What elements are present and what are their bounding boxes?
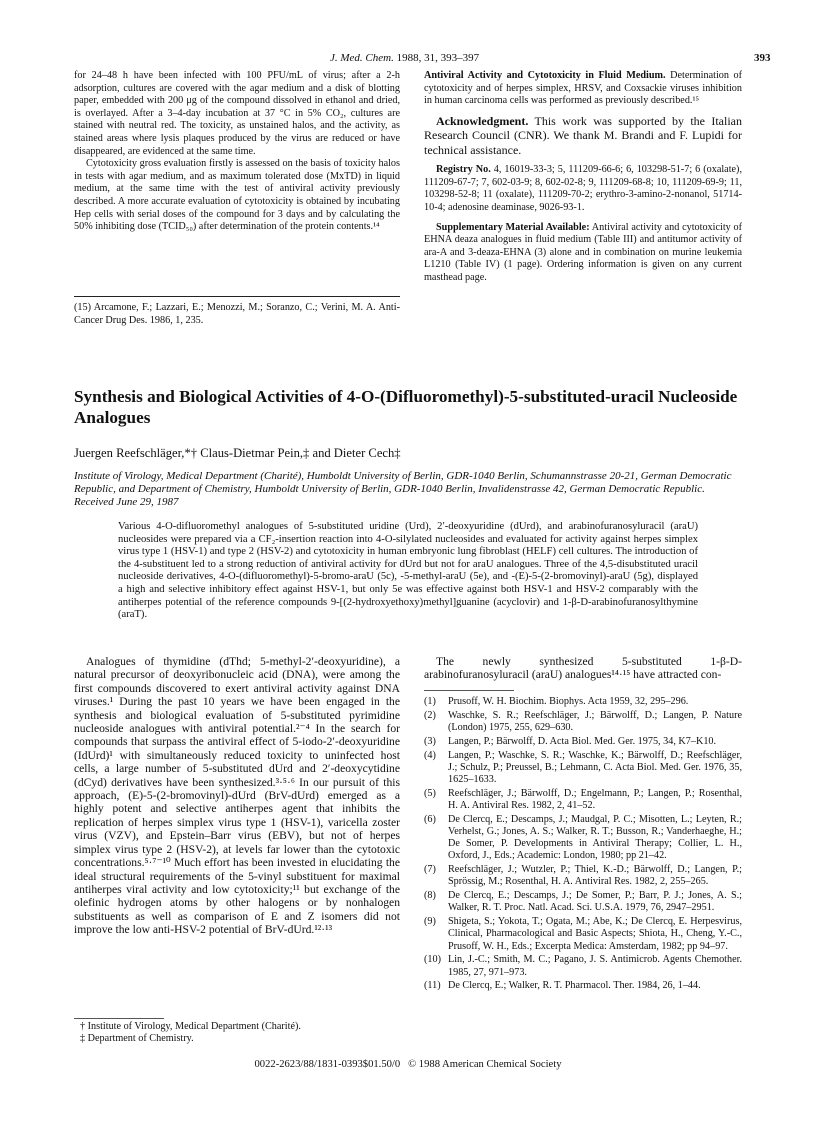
header-year-volume: 1988, 31, 393–397 <box>396 52 480 64</box>
header-journal: J. Med. Chem. <box>330 52 394 64</box>
copyright-line: 0022-2623/88/1831-0393$01.50/0 © 1988 American Chemical Society <box>254 1059 562 1070</box>
supplementary-heading: Supplementary Material Available: <box>436 221 590 233</box>
fluid-medium-section <box>424 70 742 108</box>
reference-number: (1) <box>424 696 436 707</box>
method-paragraph-1: for 24–48 h have been infected with 100 PFU/mL of virus; after a 2-h adsorption, cultures are covered with the agar medium and a disk of blotting paper, embedded with 200 μg of the compound dissolved in ethanol and dried, is overlayed. After a 3–4-day incubation at 37 °C in 5% CO₂, cultures are stained with neutral red. The toxicity, as unstained halos, and the activity, as stained areas where lysis plaques produced by the virus are reduced or have disappeared, are evidenced at the same time. <box>74 70 400 157</box>
reference-number: (8) <box>424 890 436 902</box>
reference-text: Prusoff, W. H. Biochim. Biophys. Acta 1959, 32, 295–296. <box>448 696 689 707</box>
reference-item <box>424 710 742 734</box>
reference-item <box>424 736 742 748</box>
references-divider <box>424 690 514 691</box>
method-paragraph-2: Cytotoxicity gross evaluation firstly is assessed on the basis of toxicity halos in tests with agar medium, and as maximum tolerated dose (MxTD) in liquid medium, at the same time with the test of antiviral activity previously described. A more accurate evaluation of cytotoxicity is obtained by incubating Hep cells with serial doses of the compound for 3 days and by calculating the 50% inhibiting dose (TCID₅₀) after determination of the protein contents.¹⁴ <box>74 158 400 233</box>
reference-number: (7) <box>424 864 436 876</box>
reference-text: De Clercq, E.; Walker, R. T. Pharmacol. Ther. 1984, 26, 1–44. <box>448 980 701 992</box>
reference-number: (3) <box>424 735 436 747</box>
reference-number: (6) <box>424 813 436 825</box>
reference-item <box>424 980 742 992</box>
intro-paragraph: Analogues of thymidine (dThd; 5-methyl-2′-deoxyuridine), a natural precursor of deoxyribonucleic acid (DNA), were among the first compounds discovered to exert antiviral activity against DNA viruses.¹ During the past 10 years we have been engaged in the synthesis and biological evaluation of 5-substituted pyrimidine nucleoside analogues with antiviral potential.²⁻⁴ In the search for compounds that surpass the antiviral effect of 5-iodo-2′-deoxyuridine (IdUrd)¹ with simultaneously reduced toxicity to uninfected host cells, a large number of 5-substituted dUrd and 2′-deoxycytidine (dCyd) derivatives have been synthesized.³·⁵·⁶ In our pursuit of this approach, (E)-5-(2-bromovinyl)-dUrd (BrV-dUrd) emerged as a highly potent and selective antiherpes agent that inhibits the replication of herpes simplex virus type 1 (HSV-1), varicella zoster virus (VZV), and Epstein–Barr virus (EBV), but not of herpes simplex virus type 2 (HSV-2), at levels far lower than the cytotoxic concentrations.⁵·⁷⁻¹⁰ Much effort has been invested in elucidating the ideal structural requirements of the 5-vinyl substituent for maximal antiherpes viral activity and low cytotoxicity;¹¹ but exchange of the olefinic hydrogen atoms by other halogens or by nonhalogen substituents as well as comparison of E and Z isomers did not improve the low anti-HSV-2 potential of BrV-dUrd.¹²·¹³ <box>74 655 400 937</box>
acknowledgment-text: This work was supported by the Italian Research Council (CNR). We thank M. Brandi and F. Lupidi for technical assistance. <box>424 113 742 157</box>
footnote-2: ‡ Department of Chemistry. <box>80 1033 194 1045</box>
reference-item <box>424 814 742 863</box>
reference-item <box>424 750 742 787</box>
reference-text: De Clercq, E.; Descamps, J.; Maudgal, P. C.; Misotten, L.; Leyten, R.; Verhelst, G.; Jones, A. S.; Walker, R. T.; Busson, R.; Vanderhaeghe, H.; De Somer, P. Developments in Antiviral Therapy; Collier, L. H., Oxford, J., Eds.; Academic: London, 1980; pp 21–42. <box>448 813 742 862</box>
reference-number: (4) <box>424 749 436 761</box>
fluid-medium-heading: Antiviral Activity and Cytotoxicity in Fluid Medium. <box>424 70 666 81</box>
reference-number: (10) <box>424 954 441 966</box>
page-number: 393 <box>754 52 771 64</box>
reference-text: Reefschläger, J.; Bärwolff, D.; Engelmann, P.; Langen, P.; Rosenthal, H. A. Antiviral Res. 1982, 2, 41–52. <box>448 787 742 811</box>
article-authors: Juergen Reefschläger,*† Claus-Dietmar Pein,‡ and Dieter Cech‡ <box>74 446 401 460</box>
reference-item <box>424 788 742 812</box>
footnote-1: † Institute of Virology, Medical Department (Charité). <box>80 1021 301 1032</box>
reference-text: Reefschläger, J.; Wutzler, P.; Thiel, K.-D.; Bärwolff, D.; Langen, P.; Sprössig, M.; Rosenthal, H. A. Antiviral Res. 1982, 2, 255–265. <box>448 864 742 888</box>
acknowledgment-heading: Acknowledgment. <box>436 113 529 128</box>
reference-text: Langen, P.; Waschke, S. R.; Waschke, K.; Bärwolff, D.; Reefschläger, J.; Schulz, P.; Preussel, B.; Lehmann, C. Acta Biol. Med. Ger. 1976, 35, 1625–1633. <box>448 749 742 785</box>
registry-heading: Registry No. <box>436 164 491 176</box>
reference-item <box>424 890 742 914</box>
reference-divider <box>74 296 400 297</box>
running-header <box>330 52 479 64</box>
reference-text: Langen, P.; Bärwolff, D. Acta Biol. Med. Ger. 1975, 34, K7–K10. <box>448 735 717 747</box>
fluid-medium-text: Determination of cytotoxicity and of herpes simplex, HRSV, and Coxsackie viruses inhibition in human carcinoma cells was performed as previously described.¹⁵ <box>424 70 743 107</box>
footnote-divider <box>74 1018 164 1019</box>
article-affiliation: Institute of Virology, Medical Department (Charité), Humboldt University of Berlin, GDR-1040 Berlin, Schumannstrasse 20-21, German Democratic Republic, and Department of Chemistry, Humboldt University of Berlin, GDR-1040 Berlin, Invalidenstrasse 42, German Democratic Republic. Received June 29, 1987 <box>74 470 732 509</box>
reference-text: Waschke, S. R.; Reefschläger, J.; Bärwolff, D.; Langen, P. Nature (London) 1975, 255, 629–630. <box>448 709 742 733</box>
reference-number: (5) <box>424 787 436 799</box>
registry-section <box>424 164 742 214</box>
supplementary-section <box>424 222 742 285</box>
reference-item <box>424 696 742 708</box>
top-right-column <box>424 70 742 285</box>
reference-15 <box>74 302 400 327</box>
intro-continuation: The newly synthesized 5-substituted 1-β-D-arabinofuranosyluracil (araU) analogues¹⁴·¹⁵ have attracted con- <box>424 655 742 682</box>
supplementary-text: Antiviral activity and cytotoxicity of EHNA deaza analogues in fluid medium (Table III) and antitumor activity of ara-A and 3-deaza-EHNA (3) alone and in combination on murine leukemia L1210 (Table IV) (1 page). Ordering information is given on any current masthead page. <box>424 221 742 284</box>
reference-number: (2) <box>424 709 436 721</box>
reference-item <box>424 954 742 978</box>
references-list <box>424 696 742 994</box>
reference-text: De Clercq, E.; Descamps, J.; De Somer, P.; Barr, P. J.; Jones, A. S.; Walker, R. T. Proc. Natl. Acad. Sci. U.S.A. 1979, 76, 2947–2951. <box>448 890 742 914</box>
registry-text: 4, 16019-33-3; 5, 111209-66-6; 6, 103298-51-7; 6 (oxalate), 111209-67-7; 7, 602-03-9; 8, 602-02-8; 9, 111209-68-8; 10, 111209-69-9; 11, 103298-52-8; 11 (oxalate), 111209-70-2; erythro-3-amino-2-nonanol, 51714-10-4; adenosine deaminase, 9026-93-1. <box>424 164 742 214</box>
acknowledgment-section <box>424 114 742 158</box>
article-abstract: Various 4-O-difluoromethyl analogues of 5-substituted uridine (Urd), 2′-deoxyuridine (dUrd), and arabinofuranosyluracil (araU) nucleosides were prepared via a CF₂-insertion reaction into 4-O-silylated nucleosides and evaluated for activity against herpes simplex virus type 1 (HSV-1) and type 2 (HSV-2) and cytotoxicity in human embryonic lung fibroblast (HELF) cell cultures. The introduction of the 4-substituent led to a strong reduction of antiviral activity for dUrd but not for araU analogues. Three of the 4,5-disubstituted uracil nucleoside derivatives, 4-O-(difluoromethyl)-5-bromo-araU (5c), -5-methyl-araU (5e), and -(E)-5-(2-bromovinyl)-araU (5g), displayed a high and selective inhibitory effect against HSV-1, but only 5e was effective against both HSV-1 and HSV-2 comparably with the antiherpes potential of the reference compounds 9-[(2-hydroxyethoxy)methyl]guanine (acyclovir) and 1-β-D-arabinofuranosylthymine (araT). <box>118 521 698 621</box>
footnotes <box>80 1021 400 1046</box>
reference-text: Lin, J.-C.; Smith, M. C.; Pagano, J. S. Antimicrob. Agents Chemother. 1985, 27, 971–973. <box>448 954 742 978</box>
article-title: Synthesis and Biological Activities of 4-O-(Difluoromethyl)-5-substituted-uracil Nucleoside Analogues <box>74 387 738 427</box>
reference-15-text: (15) Arcamone, F.; Lazzari, E.; Menozzi, M.; Soranzo, C.; Verini, M. A. Anti-Cancer Drug Des. 1986, 1, 235. <box>74 302 400 326</box>
reference-text: Shigeta, S.; Yokota, T.; Ogata, M.; Abe, K.; De Clercq, E. Herpesvirus, Clinical, Pharmacological and Basic Aspects; Shiota, H., Cheng, Y.-C., Prusoff, W. H., Eds.; Excerpta Medica: Amsterdam, 1982; pp 94–97. <box>448 916 742 952</box>
reference-item <box>424 864 742 888</box>
reference-item <box>424 916 742 953</box>
top-left-column <box>74 70 400 234</box>
reference-number: (9) <box>424 916 436 928</box>
reference-number: (11) <box>424 980 441 992</box>
